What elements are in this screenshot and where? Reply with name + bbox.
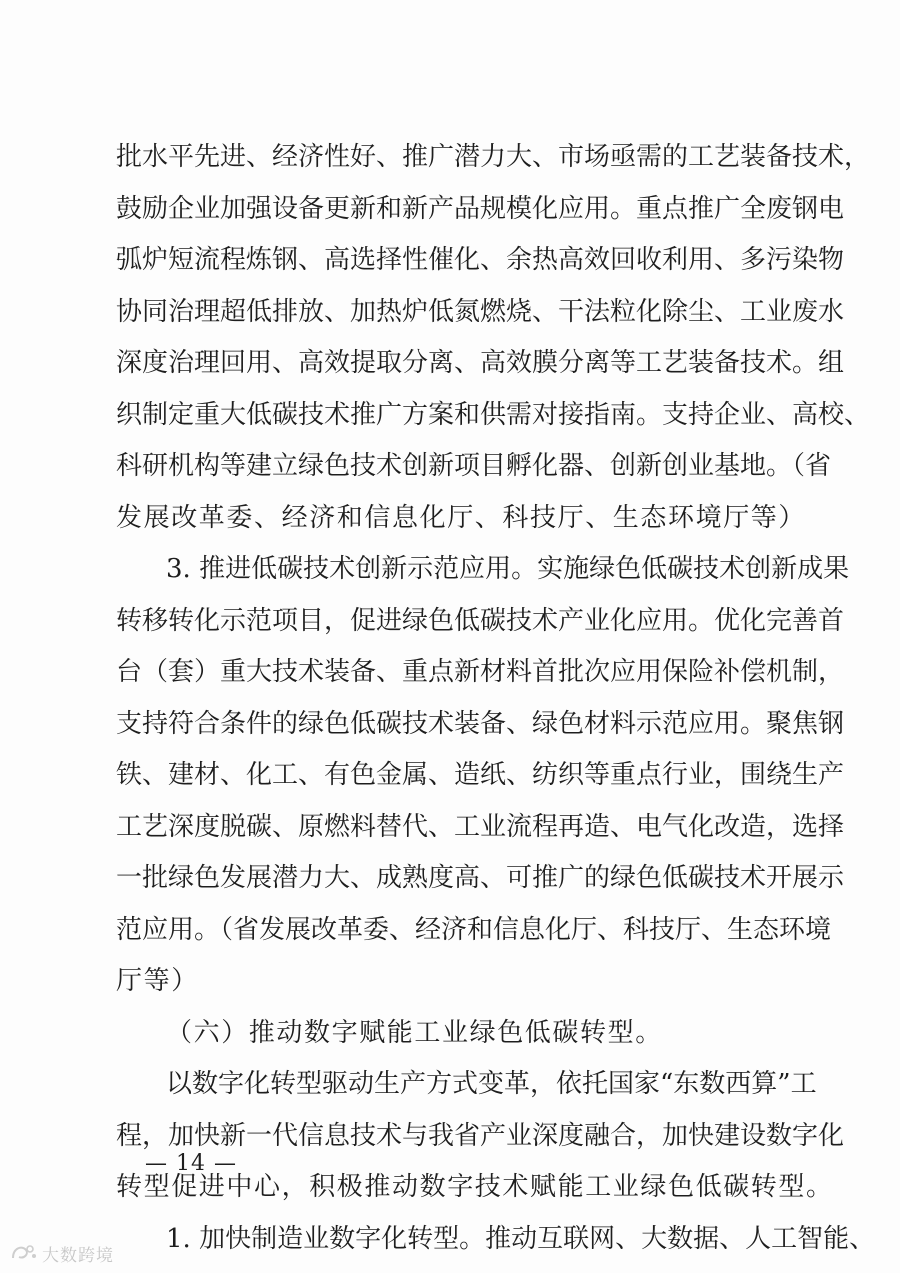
text-line: 程，加快新一代信息技术与我省产业深度融合，加快建设数字化 — [116, 1121, 845, 1151]
text-line: 织制定重大低碳技术推广方案和供需对接指南。支持企业、高校、 — [116, 400, 871, 430]
text-line: 一批绿色发展潜力大、成熟度高、可推广的绿色低碳技术开展示 — [116, 863, 845, 893]
text-line: 科研机构等建立绿色技术创新项目孵化器、创新创业基地。（省 — [116, 451, 832, 481]
text-line: 范应用。（省发展改革委、经济和信息化厅、科技厅、生态环境 — [116, 915, 832, 945]
text-line: 铁、建材、化工、有色金属、造纸、纺织等重点行业，围绕生产 — [116, 760, 845, 790]
watermark-text: 大数跨境 — [42, 1245, 114, 1266]
text-line: 支持符合条件的绿色低碳技术装备、绿色材料示范应用。聚焦钢 — [116, 709, 845, 739]
section-heading: 1. 加快制造业数字化转型。推动互联网、大数据、人工智能、 — [166, 1224, 876, 1254]
text-line: 台（套）重大技术装备、重点新材料首批次应用保险补偿机制， — [116, 657, 845, 687]
text-line: 转型促进中心，积极推动数字技术赋能工业绿色低碳转型。 — [116, 1172, 834, 1202]
text-line: 弧炉短流程炼钢、高选择性催化、余热高效回收利用、多污染物 — [116, 245, 845, 275]
text-line: 深度治理回用、高效提取分离、高效膜分离等工艺装备技术。组 — [116, 348, 845, 378]
page-number: — 14 — — [145, 1151, 237, 1176]
text-line: 发展改革委、经济和信息化厅、科技厅、生态环境厅等） — [116, 503, 807, 533]
section-heading: （六）推动数字赋能工业绿色低碳转型。 — [166, 1018, 663, 1048]
text-line: 转移转化示范项目，促进绿色低碳技术产业化应用。优化完善首 — [116, 606, 845, 636]
text-line: 厅等） — [116, 966, 199, 996]
text-line: 批水平先进、经济性好、推广潜力大、市场亟需的工艺装备技术， — [116, 142, 871, 172]
section-heading: 3. 推进低碳技术创新示范应用。实施绿色低碳技术创新成果 — [166, 554, 850, 584]
brand-logo-icon — [10, 1242, 38, 1264]
text-line: 鼓励企业加强设备更新和新产品规模化应用。重点推广全废钢电 — [116, 194, 845, 224]
text-line: 以数字化转型驱动生产方式变革，依托国家“东数西算”工 — [166, 1069, 817, 1099]
watermark — [10, 1241, 114, 1265]
text-line: 协同治理超低排放、加热炉低氮燃烧、干法粒化除尘、工业废水 — [116, 297, 845, 327]
text-line: 工艺深度脱碳、原燃料替代、工业流程再造、电气化改造，选择 — [116, 812, 845, 842]
